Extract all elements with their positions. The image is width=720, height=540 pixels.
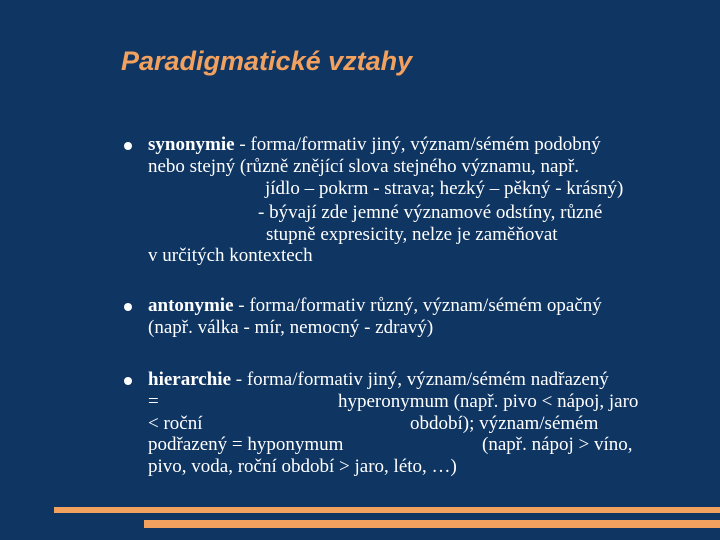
bullet-line: hyperonymum (např. pivo < nápoj, jaro xyxy=(338,391,639,412)
bullet-term: antonymie xyxy=(148,295,234,316)
bullet-line: (např. válka - mír, nemocný - zdravý) xyxy=(148,317,434,338)
bullet-line: = xyxy=(148,391,159,412)
bullet-term: hierarchie xyxy=(148,369,232,390)
bullet-line: podřazený = hyponymum xyxy=(148,434,344,455)
bullet-line xyxy=(148,369,609,391)
bullet-point-icon xyxy=(124,142,132,150)
bullet-text: - forma/formativ jiný, význam/sémém podobný xyxy=(234,134,601,155)
bullet-text: - forma/formativ jiný, význam/sémém nadřazený xyxy=(231,369,609,390)
bullet-line: nebo stejný (různě znějící slova stejného významu, např. xyxy=(148,156,580,177)
bullet-line: období); význam/sémém xyxy=(410,413,599,434)
bullet-line: pivo, voda, roční období > jaro, léto, …) xyxy=(148,456,457,477)
bullet-line: stupně expresicity, nelze je zaměňovat xyxy=(266,224,558,245)
bullet-line xyxy=(148,134,601,156)
slide-title: Paradigmatické vztahy xyxy=(121,46,413,76)
footer-accent-bar-top xyxy=(54,507,720,513)
bullet-text: - forma/formativ různý, význam/sémém opačný xyxy=(233,295,602,316)
bullet-line: (např. nápoj > víno, xyxy=(482,434,633,455)
bullet-line: jídlo – pokrm - strava; hezký – pěkný - krásný) xyxy=(265,178,624,199)
bullet-point-icon xyxy=(124,303,132,311)
bullet-term: synonymie xyxy=(148,134,235,155)
bullet-line: v určitých kontextech xyxy=(148,245,313,266)
bullet-point-icon xyxy=(124,377,132,385)
bullet-line: < roční xyxy=(148,413,203,434)
footer-accent-bar-bottom xyxy=(144,520,720,528)
bullet-line xyxy=(148,295,602,317)
bullet-line: - bývají zde jemné významové odstíny, různé xyxy=(258,202,603,223)
